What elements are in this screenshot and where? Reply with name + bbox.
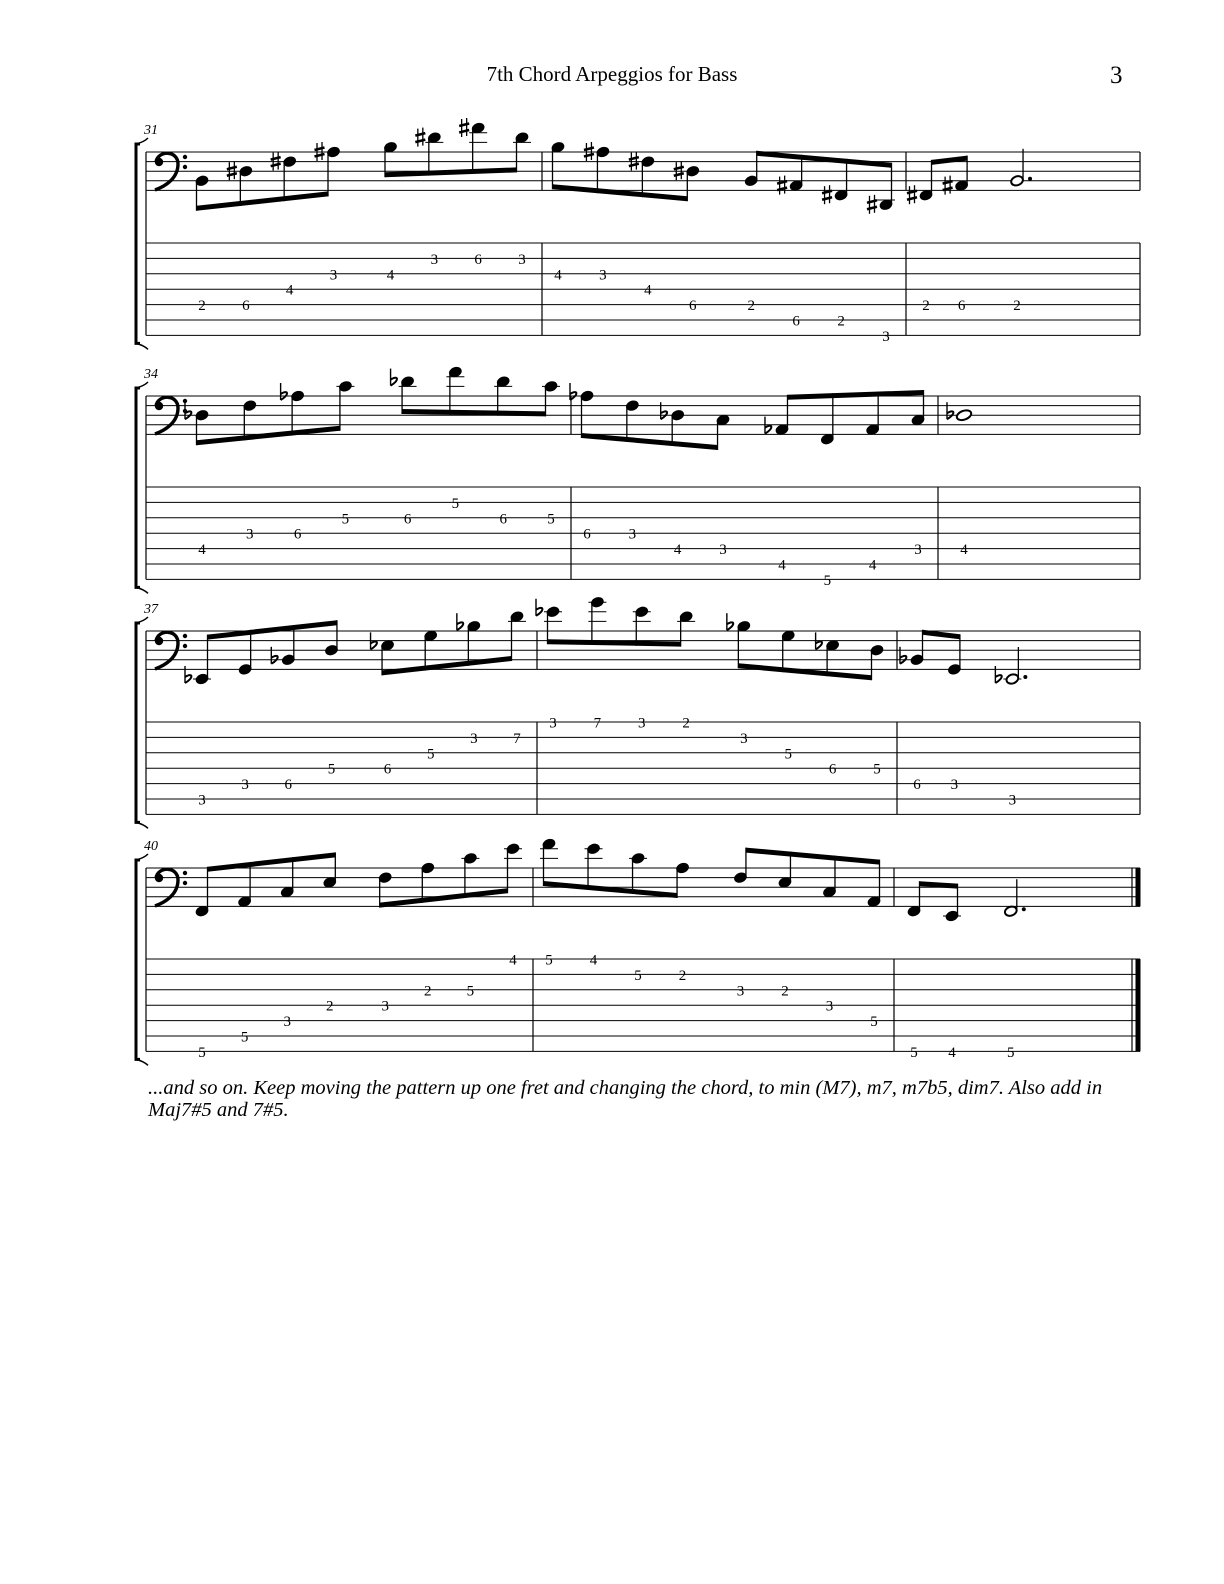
note bbox=[867, 195, 895, 214]
tab-fret-number: 3 bbox=[246, 526, 254, 543]
beam bbox=[787, 390, 923, 400]
tab-fret-number: 4 bbox=[644, 282, 652, 299]
bracket-hook-bottom bbox=[136, 587, 148, 593]
sharp-accidental bbox=[459, 130, 469, 133]
bass-clef-dot bbox=[155, 874, 163, 882]
system-bracket bbox=[136, 388, 140, 587]
tab-fret-number: 5 bbox=[634, 967, 642, 984]
notehead bbox=[955, 409, 972, 422]
note bbox=[336, 380, 354, 392]
sharp-accidental bbox=[315, 148, 325, 151]
sharp-accidental bbox=[777, 188, 787, 191]
tab-fret-number: 3 bbox=[736, 983, 745, 1000]
note bbox=[907, 185, 933, 204]
flat-accidental bbox=[391, 378, 397, 386]
note bbox=[513, 131, 531, 143]
tab-fret-number: 4 bbox=[386, 267, 395, 284]
sharp-accidental bbox=[227, 173, 237, 176]
tab-fret-number: 4 bbox=[868, 557, 877, 574]
flat-accidental bbox=[457, 622, 463, 630]
tab-fret-number: 3 bbox=[740, 730, 748, 747]
tab-fret-number: 2 bbox=[837, 313, 845, 330]
flat-accidental bbox=[185, 675, 191, 683]
flat-accidental bbox=[371, 642, 377, 650]
tab-fret-number: 6 bbox=[689, 298, 697, 315]
measure-number: 40 bbox=[144, 839, 158, 854]
tab-fret-number: 5 bbox=[240, 1029, 249, 1046]
bracket-hook-bottom bbox=[136, 1059, 148, 1065]
tab-fret-number: 7 bbox=[513, 730, 521, 747]
bracket-hook-top bbox=[136, 617, 148, 623]
flat-accidental bbox=[995, 675, 1001, 683]
note bbox=[536, 599, 562, 622]
system-bracket bbox=[136, 144, 140, 343]
tab-fret-number: 4 bbox=[778, 557, 786, 574]
sharp-accidental bbox=[907, 191, 917, 194]
bass-clef-dot bbox=[155, 402, 163, 410]
page-title: 7th Chord Arpeggios for Bass bbox=[486, 62, 738, 86]
tab-fret-number: 5 bbox=[870, 1014, 878, 1031]
note bbox=[765, 417, 789, 436]
tab-fret-number: 2 bbox=[326, 998, 334, 1015]
tab-fret-number: 6 bbox=[474, 251, 482, 268]
note bbox=[1004, 879, 1026, 917]
flat-accidental bbox=[816, 642, 822, 650]
footnote: ...and so on. Keep moving the pattern up one fret and changing the chord, to min (M7), m7, m7b5, dim7. Also add in Maj7#5 and 7#5. bbox=[148, 1077, 1103, 1121]
bass-clef-dot-lower bbox=[183, 881, 187, 885]
sharp-accidental bbox=[629, 157, 639, 160]
note bbox=[995, 647, 1027, 685]
note bbox=[494, 375, 512, 387]
beam bbox=[738, 663, 871, 680]
tab-fret-number: 3 bbox=[549, 715, 557, 732]
tab-fret-number: 4 bbox=[673, 542, 682, 559]
tab-fret-number: 3 bbox=[1008, 792, 1017, 809]
sharp-accidental bbox=[867, 200, 877, 203]
tab-fret-number: 4 bbox=[509, 952, 517, 969]
tab-fret-number: 5 bbox=[1007, 1044, 1015, 1061]
tab-fret-number: 3 bbox=[599, 267, 607, 284]
bracket-hook-top bbox=[136, 854, 148, 860]
tab-fret-number: 2 bbox=[424, 983, 432, 1000]
note bbox=[943, 910, 961, 922]
system-bracket bbox=[136, 623, 140, 822]
tab-fret-number: 3 bbox=[914, 542, 922, 559]
note bbox=[822, 185, 848, 204]
tab-fret-number: 4 bbox=[285, 282, 294, 299]
beam bbox=[746, 848, 880, 865]
note bbox=[585, 843, 603, 859]
tab-fret-number: 2 bbox=[1013, 298, 1021, 315]
tab-fret-number: 3 bbox=[198, 792, 206, 809]
beam bbox=[385, 167, 517, 177]
note bbox=[461, 852, 479, 864]
sharp-accidental bbox=[907, 197, 917, 200]
tab-fret-number: 5 bbox=[341, 511, 350, 528]
sharp-accidental bbox=[227, 167, 237, 170]
note bbox=[540, 838, 558, 859]
tab-fret-number: 6 bbox=[792, 313, 800, 330]
note bbox=[629, 852, 647, 864]
tab-fret-number: 6 bbox=[499, 511, 507, 528]
tab-fret-number: 6 bbox=[242, 298, 250, 315]
tab-fret-number: 6 bbox=[293, 526, 302, 543]
flat-accidental bbox=[765, 426, 771, 434]
tab-fret-number: 5 bbox=[545, 952, 553, 969]
note bbox=[391, 369, 417, 388]
sharp-accidental bbox=[674, 167, 684, 170]
bass-clef-dot-upper bbox=[183, 871, 187, 875]
tab-fret-number: 4 bbox=[554, 267, 562, 284]
sharp-accidental bbox=[822, 197, 832, 200]
tab-fret-number: 3 bbox=[470, 730, 478, 747]
tab-fret-number: 5 bbox=[451, 495, 460, 512]
beam bbox=[380, 888, 508, 907]
note bbox=[777, 176, 803, 195]
sharp-accidental bbox=[271, 157, 281, 160]
tab-fret-number: 6 bbox=[383, 761, 392, 778]
tab-fret-number: 2 bbox=[781, 983, 789, 1000]
tab-fret-number: 3 bbox=[329, 267, 338, 284]
tab-fret-number: 5 bbox=[426, 746, 435, 763]
tab-fret-number: 6 bbox=[957, 298, 966, 315]
bass-clef-dot-upper bbox=[183, 155, 187, 159]
measure-number: 37 bbox=[144, 602, 158, 617]
tab-fret-number: 2 bbox=[747, 298, 755, 315]
beam bbox=[932, 156, 968, 165]
sharp-accidental bbox=[415, 140, 425, 143]
tab-fret-number: 5 bbox=[873, 761, 881, 778]
beam bbox=[582, 433, 718, 450]
measure-number: 31 bbox=[144, 123, 158, 138]
sharp-accidental bbox=[629, 164, 639, 167]
beam bbox=[757, 151, 892, 168]
system-4 bbox=[136, 838, 1140, 1066]
beam bbox=[197, 191, 329, 210]
bracket-hook-bottom bbox=[136, 343, 148, 349]
note bbox=[271, 647, 295, 666]
note bbox=[588, 596, 606, 621]
page-number: 3 bbox=[1110, 62, 1123, 89]
tab-fret-number: 5 bbox=[466, 983, 475, 1000]
bass-clef-dot-lower bbox=[183, 165, 187, 169]
tab-fret-number: 2 bbox=[198, 298, 206, 315]
tab-fret-number: 3 bbox=[882, 328, 890, 345]
beam bbox=[208, 620, 337, 639]
bracket-hook-bottom bbox=[136, 822, 148, 828]
tab-fret-number: 5 bbox=[784, 746, 792, 763]
sharp-accidental bbox=[867, 207, 877, 210]
tab-fret-number: 4 bbox=[198, 542, 206, 559]
measure-number: 34 bbox=[144, 367, 158, 382]
sharp-accidental bbox=[315, 154, 325, 157]
tab-fret-number: 3 bbox=[628, 526, 637, 543]
note bbox=[504, 843, 522, 859]
bass-clef-dot-upper bbox=[183, 634, 187, 638]
note bbox=[633, 606, 651, 622]
system-1 bbox=[136, 118, 1140, 349]
tab-fret-number: 6 bbox=[828, 761, 837, 778]
sharp-accidental bbox=[459, 124, 469, 127]
sharp-accidental bbox=[777, 181, 787, 184]
bass-clef-dot bbox=[155, 637, 163, 645]
bass-clef-dot-lower bbox=[183, 644, 187, 648]
note bbox=[900, 647, 924, 666]
note bbox=[677, 610, 695, 622]
tab-fret-number: 5 bbox=[198, 1044, 206, 1061]
tab-fret-number: 4 bbox=[948, 1044, 956, 1061]
tab-fret-number: 3 bbox=[638, 715, 646, 732]
tab-fret-number: 3 bbox=[241, 777, 249, 794]
tab-fret-number: 5 bbox=[823, 572, 832, 589]
tab-fret-number: 3 bbox=[825, 998, 834, 1015]
tab-fret-number: 3 bbox=[430, 251, 439, 268]
system-bracket bbox=[136, 860, 140, 1059]
tab-fret-number: 6 bbox=[913, 777, 921, 794]
notehead bbox=[1010, 175, 1024, 187]
tab-fret-number: 2 bbox=[678, 967, 687, 984]
tab-fret-number: 2 bbox=[922, 298, 930, 315]
sharp-accidental bbox=[271, 164, 281, 167]
beam bbox=[382, 656, 511, 675]
tab-fret-number: 6 bbox=[403, 511, 412, 528]
sharp-accidental bbox=[584, 154, 594, 157]
sharp-accidental bbox=[822, 191, 832, 194]
sharp-accidental bbox=[415, 133, 425, 136]
beam bbox=[544, 881, 678, 898]
tab-fret-number: 3 bbox=[719, 542, 727, 559]
tab-fret-number: 2 bbox=[682, 715, 690, 732]
tab-fret-number: 4 bbox=[960, 542, 968, 559]
tab-fret-number: 5 bbox=[327, 761, 336, 778]
beam bbox=[553, 184, 688, 201]
note bbox=[508, 610, 526, 622]
note bbox=[943, 176, 969, 195]
bracket-hook-top bbox=[136, 382, 148, 388]
tab-fret-number: 3 bbox=[283, 1014, 291, 1031]
sharp-accidental bbox=[584, 148, 594, 151]
flat-accidental bbox=[727, 622, 733, 630]
tab-fret-number: 7 bbox=[593, 715, 602, 732]
note bbox=[542, 380, 560, 392]
tab-fret-number: 6 bbox=[583, 526, 591, 543]
sharp-accidental bbox=[943, 181, 953, 184]
beam bbox=[208, 852, 336, 871]
sharp-accidental bbox=[674, 173, 684, 176]
tab-fret-number: 3 bbox=[381, 998, 389, 1015]
tab-fret-number: 5 bbox=[547, 511, 555, 528]
tab-fret-number: 6 bbox=[284, 777, 293, 794]
tab-fret-number: 3 bbox=[518, 251, 526, 268]
note bbox=[446, 366, 464, 387]
notehead bbox=[1005, 673, 1019, 685]
bass-clef-dot bbox=[155, 158, 163, 166]
system-2 bbox=[136, 366, 1140, 594]
augmentation-dot bbox=[1028, 177, 1032, 181]
tab-fret-number: 4 bbox=[589, 952, 598, 969]
tab-fret-number: 3 bbox=[950, 777, 959, 794]
system-3 bbox=[136, 596, 1140, 828]
sharp-accidental bbox=[943, 188, 953, 191]
tab-fret-number: 5 bbox=[910, 1044, 918, 1061]
flat-accidental bbox=[536, 608, 542, 616]
bracket-hook-top bbox=[136, 138, 148, 144]
beam bbox=[197, 426, 340, 445]
augmentation-dot bbox=[1022, 907, 1026, 911]
augmentation-dot bbox=[1023, 675, 1027, 679]
